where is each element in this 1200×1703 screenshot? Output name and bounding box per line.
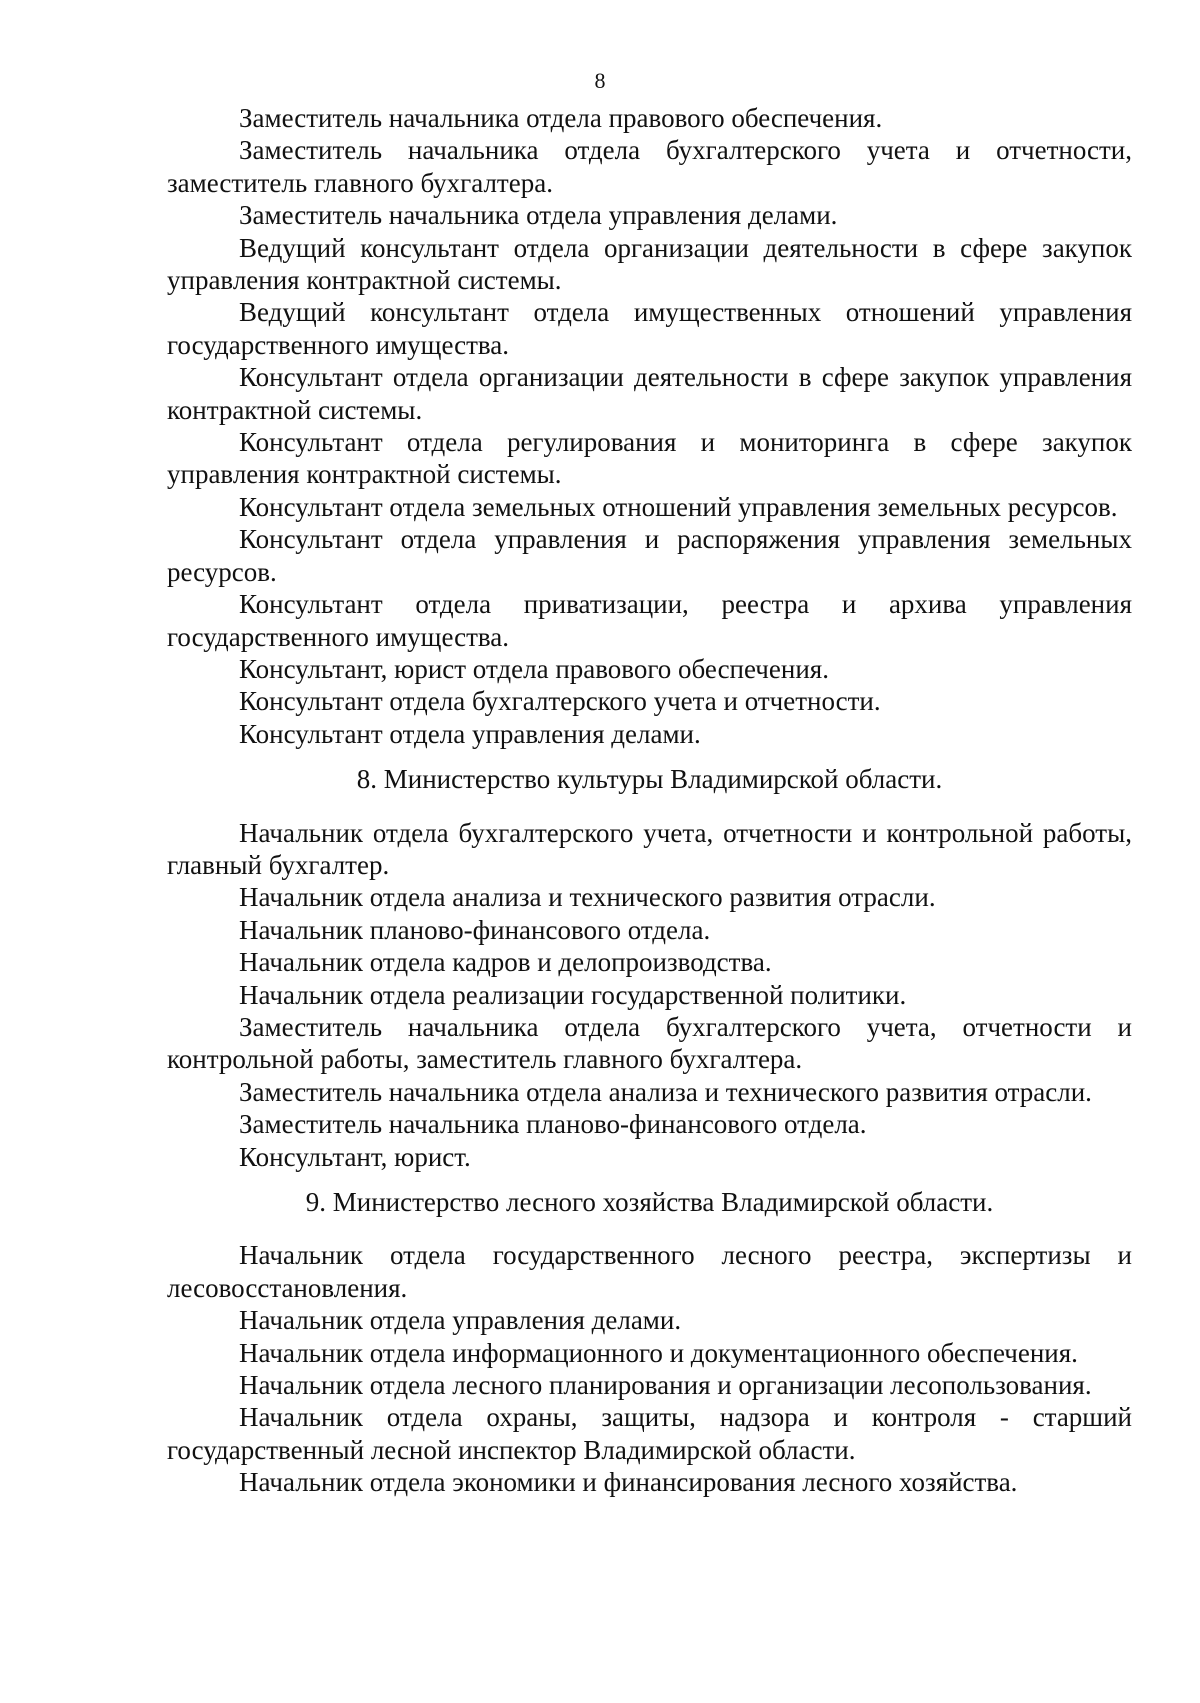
list-item: Консультант отдела земельных отношений управления земельных ресурсов. [239, 491, 1118, 522]
document-body [167, 102, 1132, 1499]
list-item: Заместитель начальника отдела управления делами. [239, 200, 838, 231]
list-item: Начальник отдела реализации государственной политики. [239, 979, 907, 1010]
list-item: Ведущий консультант отдела организации деятельности в сфере закупок управления контрактной системы. [167, 232, 1132, 296]
list-item: Начальник отдела информационного и документационного обеспечения. [239, 1337, 1078, 1368]
list-item: Консультант отдела регулирования и мониторинга в сфере закупок управления контрактной системы. [167, 427, 1132, 490]
list-item: Консультант, юрист отдела правового обеспечения. [239, 653, 829, 684]
list-item: Консультант отдела управления делами. [239, 718, 701, 749]
list-item: Консультант, юрист. [239, 1141, 471, 1172]
list-item: Заместитель начальника планово-финансового отдела. [239, 1109, 867, 1140]
page-number: 8 [594, 68, 606, 93]
list-item: Начальник отдела бухгалтерского учета, отчетности и контрольной работы, главный бухгалтер. [167, 817, 1132, 880]
list-item: Начальник отдела государственного лесного реестра, экспертизы и лесовосстановления. [167, 1240, 1132, 1303]
section-heading-forestry: 9. Министерство лесного хозяйства Владимирской области. [305, 1187, 994, 1217]
list-item: Консультант отдела управления и распоряжения управления земельных ресурсов. [167, 524, 1132, 587]
list-item: Начальник отдела кадров и делопроизводства. [239, 947, 772, 978]
list-item: Консультант отдела приватизации, реестра и архива управления государственного имущества. [167, 589, 1132, 652]
list-item: Начальник отдела экономики и финансирования лесного хозяйства. [239, 1467, 1018, 1498]
list-item: Заместитель начальника отдела бухгалтерского учета и отчетности, заместитель главного бухгалтера. [167, 135, 1132, 198]
section-heading-culture: 8. Министерство культуры Владимирской области. [356, 764, 943, 795]
list-item: Консультант отдела организации деятельности в сфере закупок управления контрактной системы. [167, 362, 1132, 425]
list-item: Начальник планово-финансового отдела. [239, 914, 711, 945]
list-item: Начальник отдела лесного планирования и организации лесопользования. [239, 1370, 1092, 1401]
list-item: Начальник отдела анализа и технического развития отрасли. [239, 882, 936, 913]
list-item: Заместитель начальника отдела анализа и технического развития отрасли. [239, 1076, 1092, 1107]
list-item: Ведущий консультант отдела имущественных отношений управления государственного имущества. [167, 297, 1132, 360]
list-item: Консультант отдела бухгалтерского учета и отчетности. [239, 686, 881, 717]
list-item: Начальник отдела охраны, защиты, надзора и контроля - старший государственный лесной инспектор Владимирской области. [167, 1402, 1132, 1465]
list-item: Начальник отдела управления делами. [239, 1305, 682, 1336]
list-item: Заместитель начальника отдела бухгалтерского учета, отчетности и контрольной работы, заместитель главного бухгалтера. [167, 1011, 1132, 1075]
list-item: Заместитель начальника отдела правового обеспечения. [239, 103, 883, 133]
